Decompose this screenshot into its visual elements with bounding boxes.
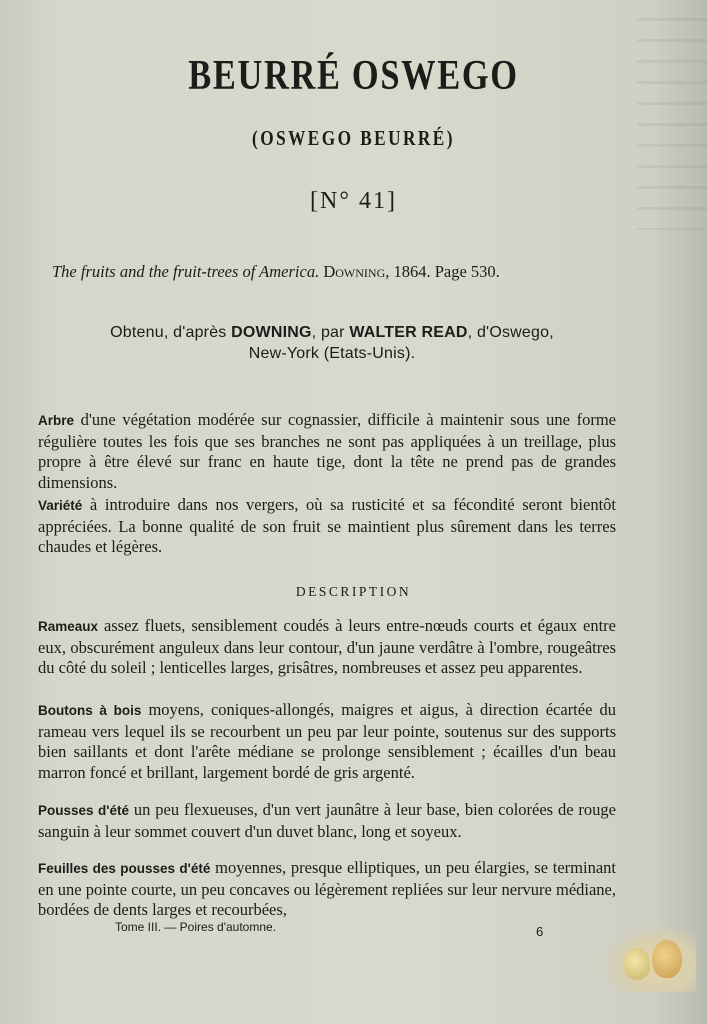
- page-subtitle: (OSWEGO BEURRÉ): [252, 126, 455, 150]
- origin-text: , d'Oswego,: [467, 324, 554, 341]
- paragraph-lead: Arbre: [38, 413, 75, 428]
- footer-volume: Tome III. — Poires d'automne.: [115, 920, 277, 934]
- paragraph-text: moyens, coniques-allongés, maigres et aigus, à direction écartée du rameau vers lequel ils se recourbent un peu par leur pointe, soutenus sur des supports bien saillants et dont l'arête médiane se prolonge sensiblement ; écailles d'un beau marron foncé et brillant, largement bordé de gris argenté.: [38, 700, 616, 782]
- paragraph-rameaux: [38, 616, 616, 679]
- paragraph-text: moyennes, presque elliptiques, un peu élargies, se terminant en une pointe courte, un peu concaves ou légèrement repliées sur leur nervure médiane, bordées de dents larges et recourbées,: [38, 858, 616, 919]
- paragraph-text: un peu flexueuses, d'un vert jaunâtre à leur base, bien colorées de rouge sanguin à leur sommet couvert d'un duvet blanc, long et soyeux.: [38, 800, 617, 841]
- paragraph-variete: [38, 495, 616, 558]
- reference-title: The fruits and the fruit-trees of America.: [52, 262, 320, 281]
- origin-note: [52, 322, 612, 364]
- page-title: BEURRÉ OSWEGO: [188, 53, 519, 99]
- section-heading-description: DESCRIPTION: [295, 584, 412, 599]
- pear-icon: [624, 948, 650, 980]
- page-number: 6: [536, 924, 544, 939]
- origin-text: Obtenu, d'après: [110, 324, 232, 341]
- bibliographic-reference: [52, 262, 572, 282]
- paragraph-pousses: [38, 800, 616, 842]
- pear-thumbnail: [604, 926, 696, 992]
- pear-icon: [652, 940, 682, 978]
- variety-number: [N° 41]: [310, 188, 397, 214]
- paragraph-boutons: [38, 700, 616, 783]
- origin-name-downing: DOWNING: [231, 324, 312, 341]
- reference-author: Downing: [323, 262, 386, 281]
- paragraph-lead: Pousses d'été: [38, 803, 130, 818]
- origin-location: New-York (Etats-Unis).: [248, 345, 416, 362]
- paragraph-lead: Feuilles des pousses d'été: [38, 861, 211, 876]
- paragraph-text: à introduire dans nos vergers, où sa rusticité et sa fécondité seront bientôt appréciées. La bonne qualité de son fruit se maintient plus sûrement dans les terres chaudes et légères.: [38, 495, 616, 556]
- reference-details: , 1864. Page 530.: [385, 262, 500, 281]
- origin-name-read: WALTER READ: [349, 324, 468, 341]
- paragraph-lead: Rameaux: [38, 619, 99, 634]
- paragraph-text: d'une végétation modérée sur cognassier, difficile à maintenir sous une forme régulière toutes les fois que ses branches ne sont pas appliquées à un treillage, plus propre à être élevé sur franc en haute tige, dont la tête ne prend pas de grandes dimensions.: [38, 410, 616, 492]
- paragraph-lead: Boutons à bois: [38, 703, 142, 718]
- paragraph-lead: Variété: [38, 498, 83, 513]
- paragraph-arbre: [38, 410, 616, 493]
- paragraph-text: assez fluets, sensiblement coudés à leurs entre-nœuds courts et égaux entre eux, obscurément anguleux dans leur contour, d'un jaune verdâtre à l'ombre, rougeâtres du côté du soleil ; lenticelles larges, grisâtres, nombreuses et assez peu apparentes.: [38, 616, 616, 677]
- paragraph-feuilles: [38, 858, 616, 921]
- origin-text: , par: [311, 324, 350, 341]
